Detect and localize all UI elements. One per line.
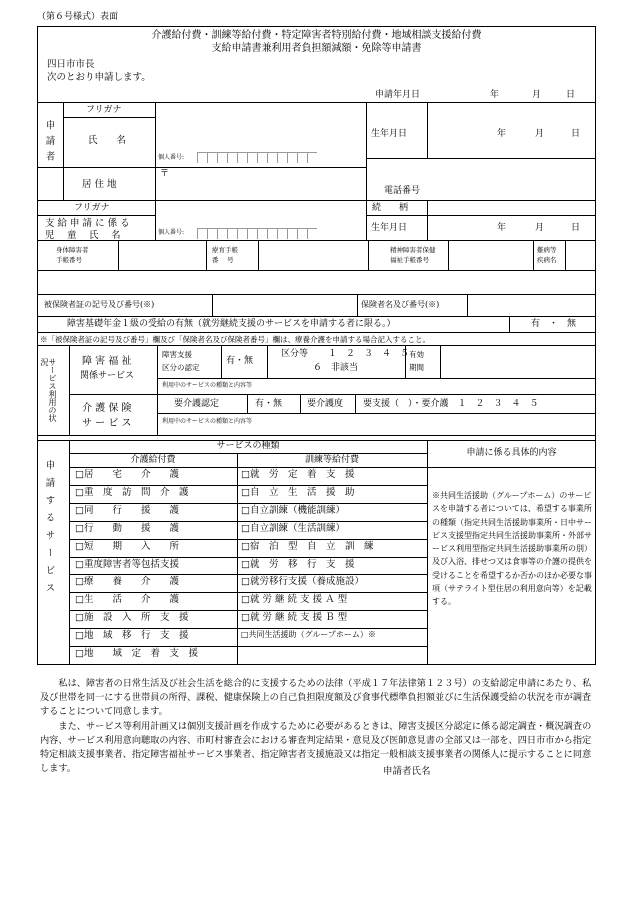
service-type-header: サービスの種類: [216, 441, 280, 451]
intractable-label1: 難病等: [537, 246, 557, 254]
kaigo-service-checkbox[interactable]: □地 域 移 行 支 援: [75, 630, 189, 642]
care-label1: 介 護 保 険: [82, 403, 132, 414]
applicant-mynumber-label: 個人番号:: [158, 154, 185, 161]
kaigo-service-checkbox[interactable]: □療 養 介 護: [75, 576, 179, 588]
child-dob-label: 生年月日: [371, 223, 408, 233]
kubun-grade-label: 区分等: [281, 349, 309, 359]
kaigo-service-checkbox[interactable]: □行 動 援 護: [75, 522, 179, 534]
physical-cert-label1: 身体障害者: [56, 246, 89, 254]
care-label2: サ ー ビ ス: [82, 418, 132, 429]
kaigo-header: 介護給付費: [130, 455, 176, 465]
mental-cert-label2: 福祉手帳番号: [390, 256, 429, 264]
mental-cert-label1: 精神障害者保健: [390, 246, 436, 254]
child-name-label1: 支 給 申 請 に 係 る: [45, 218, 130, 229]
valid-label2: 期間: [409, 363, 424, 372]
apply-day[interactable]: 日: [566, 90, 576, 100]
kunren-service-checkbox[interactable]: □自 立 生 活 援 助: [241, 486, 355, 498]
intro-text: 次のとおり申請します。: [47, 72, 151, 83]
form-number: （第６号様式）表面: [37, 12, 119, 22]
kunren-service-checkbox[interactable]: □宿 泊 型 自 立 訓 練: [241, 540, 374, 552]
kunren-service-checkbox[interactable]: □自立訓練（機能訓練）: [241, 504, 345, 516]
intractable-label2: 疾病名: [537, 256, 557, 264]
insured-note: ※「被保険者証の記号及び番号」欄及び「保険者名及び保険者番号」欄は、療養介護を申請する場合記入すること。: [40, 335, 430, 344]
welfare-current-label: 利用中のサービスの種類と内容等: [162, 382, 253, 389]
kubun-grade-options2[interactable]: ６ 非該当: [313, 363, 359, 373]
kubun-grade-options[interactable]: １ ２ ３ ４ ５: [328, 349, 410, 359]
child-mynumber-label: 個人番号:: [158, 229, 185, 236]
care-current-label: 利用中のサービスの種類と内容等: [162, 418, 253, 425]
kubun-label2: 区分の認定: [162, 363, 200, 372]
kaigo-service-checkbox[interactable]: □重 度 訪 問 介 護: [75, 486, 189, 498]
pension-choice[interactable]: 有 ・ 無: [531, 319, 577, 329]
applicant-address-label: 居 住 地: [82, 179, 117, 190]
form-title-line2: 支給申請書兼利用者負担額減額・免除等申請書: [211, 43, 422, 54]
applicant-section-label: 申請者: [43, 120, 55, 167]
addressee: 四日市市長: [47, 59, 95, 70]
signature-label: 申請者氏名: [383, 766, 431, 777]
kubun-umu[interactable]: 有・無: [226, 356, 254, 366]
pension-question: 障害基礎年金１級の受給の有無（就労継続支援のサービスを申請する者に限る。）: [67, 319, 396, 329]
care-cert-umu[interactable]: 有・無: [255, 399, 283, 409]
kaigo-service-checkbox[interactable]: □居 宅 介 護: [75, 469, 179, 480]
child-dob-day[interactable]: 日: [571, 223, 581, 233]
child-furigana-label: フリガナ: [74, 203, 110, 213]
kunren-service-checkbox[interactable]: □就労移行支援（養成施設）: [241, 576, 364, 588]
care-level-label: 要介護度: [307, 399, 344, 409]
applicant-dob-label: 生年月日: [371, 129, 408, 139]
services-section-label: 申請するサービス: [43, 460, 55, 600]
apply-month[interactable]: 月: [532, 90, 542, 100]
kunren-service-checkbox[interactable]: □共同生活援助（グループホーム）※: [241, 630, 376, 640]
kaigo-service-checkbox[interactable]: □同 行 援 護: [75, 504, 179, 516]
consent-paragraph-1: 私は、障害者の日常生活及び社会生活を総合的に支援するための法律（平成１７年法律第１２３号）の支給認定申請にあたり、私及び世帯を同一にする世帯員の所得、課税、健康保険上の自己負担限度額及び食事代標準負担額並びに生活保護受給の状況を市が調査することについて同意します。: [40, 678, 592, 717]
applicant-dob-year[interactable]: 年: [497, 129, 507, 139]
welfare-label2: 関係サービス: [80, 371, 135, 381]
care-level-options[interactable]: 要支援（ ）・要介護 １ ２ ３ ４ ５: [363, 399, 539, 409]
applicant-furigana-label: フリガナ: [86, 105, 122, 115]
apply-year[interactable]: 年: [490, 90, 500, 100]
kubun-label1: 障害支援: [162, 350, 192, 359]
kunren-service-checkbox[interactable]: □就 労 定 着 支 援: [241, 469, 355, 480]
phone-label: 電話番号: [384, 186, 421, 196]
ryoiku-cert-label1: 療育手帳: [212, 246, 238, 254]
kaigo-service-checkbox[interactable]: □短 期 入 所: [75, 540, 179, 552]
applicant-dob-day[interactable]: 日: [571, 129, 581, 139]
child-dob-month[interactable]: 月: [535, 223, 545, 233]
postal-mark: 〒: [160, 169, 170, 179]
consent-paragraph-2: また、サービス等利用計画又は個別支援計画を作成するために必要があるときは、障害支援区分認定に係る認定調査・概況調査の内容、サービス利用意向聴取の内容、市町村審査会における審査判定結果・意見及び医師意見書の全部又は一部を、四日市市から指定特定相談支援事業者、指定障害福祉サービス事業者、指定障害者支援施設又は指定一般相談支援事業者の関係人に提示することに同意します。: [40, 721, 592, 774]
applicant-name-label: 氏 名: [88, 135, 127, 146]
usage-section-label: サービス利用の状況: [40, 358, 57, 422]
kunren-header: 訓練等給付費: [304, 455, 359, 465]
applicant-mynumber-boxes[interactable]: [197, 152, 317, 164]
kunren-service-checkbox[interactable]: □自立訓練（生活訓練）: [241, 522, 345, 534]
detail-header: 申請に係る具体的内容: [466, 448, 557, 458]
kunren-service-checkbox[interactable]: □就 労 継 続 支 援 Ｂ 型: [241, 612, 348, 624]
kaigo-service-checkbox[interactable]: □地 域 定 着 支 援: [75, 648, 198, 659]
physical-cert-label2: 手帳番号: [56, 256, 82, 264]
ryoiku-cert-label2: 番 号: [212, 256, 234, 264]
kunren-service-checkbox[interactable]: □就 労 継 続 支 援 Ａ 型: [241, 594, 348, 606]
care-cert-label: 要介護認定: [174, 399, 220, 409]
applicant-dob-month[interactable]: 月: [535, 129, 545, 139]
kaigo-service-checkbox[interactable]: □重度障害者等包括支援: [75, 558, 179, 570]
child-mynumber-boxes[interactable]: [197, 228, 317, 240]
form-title-line1: 介護給付費・訓練等給付費・特定障害者特別給付費・地域相談支援給付費: [151, 30, 482, 41]
welfare-label1: 障 害 福 祉: [82, 356, 132, 367]
relation-label: 続 柄: [372, 203, 409, 213]
insured-number-label: 被保険者証の記号及び番号(※): [44, 300, 155, 309]
child-dob-year[interactable]: 年: [497, 223, 507, 233]
insurer-label: 保険者名及び番号(※): [361, 300, 440, 309]
kaigo-service-checkbox[interactable]: □生 活 介 護: [75, 594, 179, 606]
valid-label1: 有効: [409, 350, 424, 359]
detail-note: ※共同生活援助（グループホーム）のサービスを申請する者については、希望する事業所の種類（指定共同生活援助事業所・日中サービス支援型指定共同生活援助事業所・外部サービス利用型指定共同生活援助事業所の別）及び入浴、排せつ又は食事等の介護の提供を受けることを希望するか否かのほか必要な事項（サテライト型住居の利用意向等）を記載する。: [432, 491, 592, 607]
kaigo-service-checkbox[interactable]: □施 設 入 所 支 援: [75, 612, 189, 624]
apply-date-label: 申請年月日: [375, 90, 421, 100]
child-name-label2: 児 童 氏 名: [45, 230, 121, 241]
kunren-service-checkbox[interactable]: □就 労 移 行 支 援: [241, 558, 355, 570]
